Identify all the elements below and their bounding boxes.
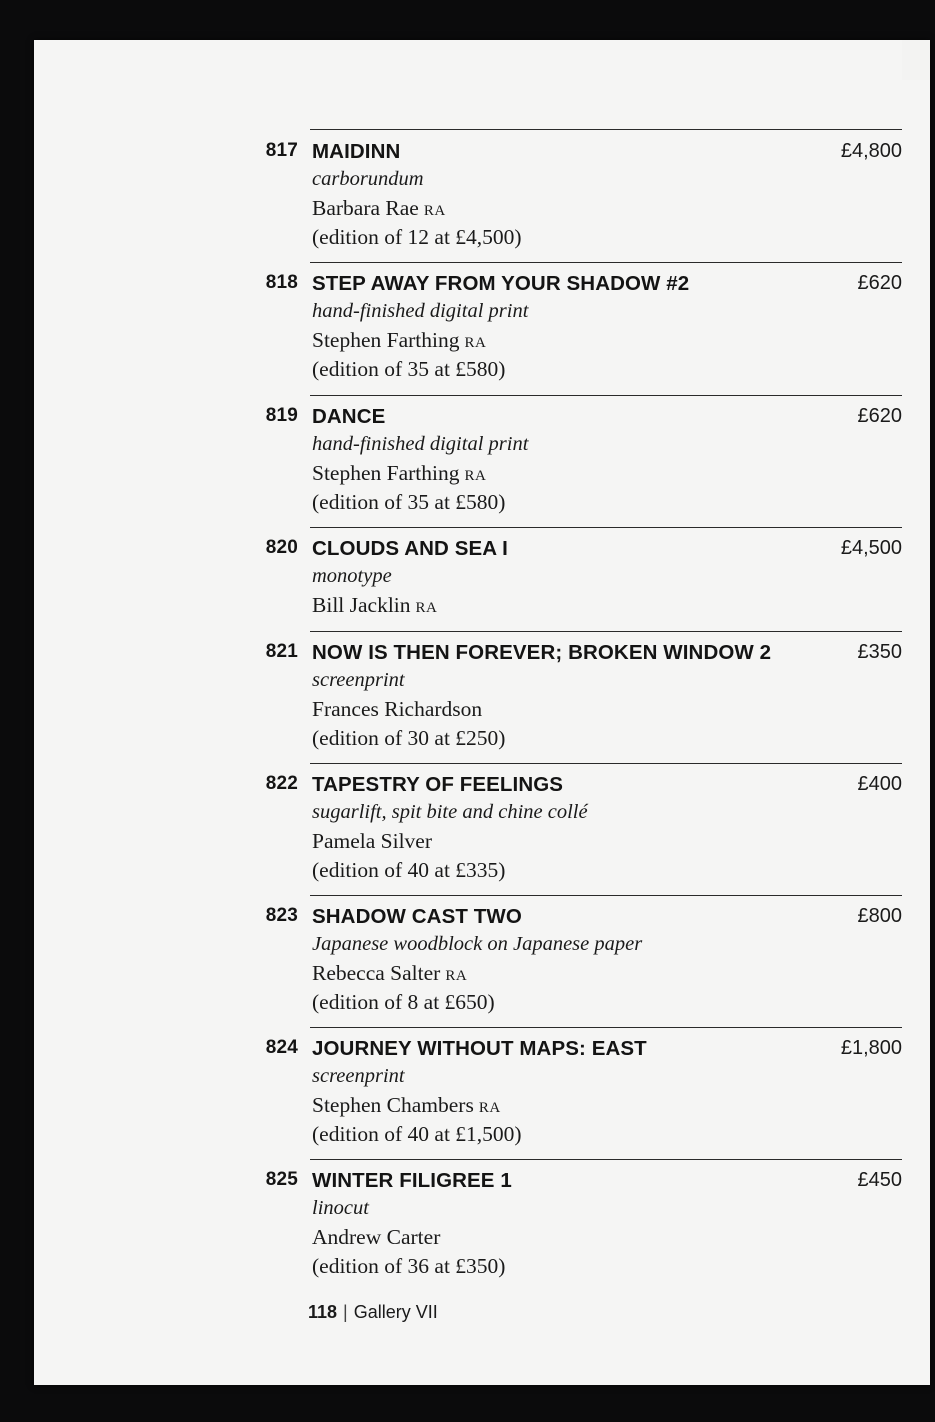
artist-name: Stephen Chambers bbox=[312, 1093, 474, 1117]
entry-divider bbox=[310, 129, 902, 130]
edition-info: (edition of 40 at £335) bbox=[312, 858, 506, 882]
price: £450 bbox=[857, 1169, 902, 1191]
medium: hand-finished digital print bbox=[312, 300, 529, 322]
artist-name: Barbara Rae bbox=[312, 196, 419, 220]
artist-name: Stephen Farthing bbox=[312, 328, 460, 352]
entry-divider bbox=[310, 395, 902, 396]
edition-info: (edition of 12 at £4,500) bbox=[312, 225, 522, 249]
artist-line bbox=[312, 961, 467, 986]
price: £800 bbox=[857, 905, 902, 927]
artist-line bbox=[312, 328, 486, 353]
artist-name: Pamela Silver bbox=[312, 829, 433, 853]
work-title: MAIDINN bbox=[312, 140, 401, 163]
artist-name: Bill Jacklin bbox=[312, 593, 411, 617]
artist-name: Rebecca Salter bbox=[312, 961, 441, 985]
lot-number: 817 bbox=[265, 140, 298, 161]
entry-divider bbox=[310, 895, 902, 896]
lot-number: 821 bbox=[265, 641, 298, 662]
work-title: CLOUDS AND SEA I bbox=[312, 537, 508, 560]
page-footer bbox=[308, 1302, 438, 1323]
entry-divider bbox=[310, 763, 902, 764]
medium: linocut bbox=[312, 1197, 369, 1219]
entry-divider bbox=[310, 1159, 902, 1160]
edition-info: (edition of 36 at £350) bbox=[312, 1254, 506, 1278]
lot-number: 824 bbox=[265, 1037, 298, 1058]
entry-divider bbox=[310, 631, 902, 632]
medium: hand-finished digital print bbox=[312, 433, 529, 455]
ra-suffix: RA bbox=[464, 335, 487, 351]
artist-line bbox=[312, 196, 446, 221]
work-title: SHADOW CAST TWO bbox=[312, 905, 522, 928]
price: £4,800 bbox=[840, 140, 902, 162]
artist-line bbox=[312, 593, 437, 618]
work-title: STEP AWAY FROM YOUR SHADOW #2 bbox=[312, 272, 690, 295]
price: £1,800 bbox=[840, 1037, 902, 1059]
artist-line bbox=[312, 829, 432, 854]
medium: sugarlift, spit bite and chine collé bbox=[312, 801, 588, 823]
price: £400 bbox=[857, 773, 902, 795]
entry-divider bbox=[310, 1027, 902, 1028]
medium: Japanese woodblock on Japanese paper bbox=[312, 933, 643, 955]
work-title: TAPESTRY OF FEELINGS bbox=[312, 773, 564, 796]
ra-suffix: RA bbox=[423, 203, 446, 219]
artist-line bbox=[312, 1093, 501, 1118]
medium: screenprint bbox=[312, 669, 405, 691]
ra-suffix: RA bbox=[415, 600, 438, 616]
medium: carborundum bbox=[312, 168, 424, 190]
section-name: Gallery VII bbox=[353, 1302, 438, 1322]
lot-number: 819 bbox=[265, 405, 298, 426]
footer-separator: | bbox=[343, 1302, 348, 1322]
lot-number: 820 bbox=[265, 537, 298, 558]
price: £620 bbox=[857, 272, 902, 294]
lot-number: 825 bbox=[265, 1169, 298, 1190]
work-title: WINTER FILIGREE 1 bbox=[312, 1169, 512, 1192]
edition-info: (edition of 35 at £580) bbox=[312, 357, 506, 381]
price: £4,500 bbox=[840, 537, 902, 559]
work-title: JOURNEY WITHOUT MAPS: EAST bbox=[312, 1037, 647, 1060]
artist-name: Stephen Farthing bbox=[312, 461, 460, 485]
entry-divider bbox=[310, 527, 902, 528]
artist-name: Andrew Carter bbox=[312, 1225, 441, 1249]
medium: monotype bbox=[312, 565, 392, 587]
page-corner bbox=[902, 40, 930, 80]
price: £350 bbox=[857, 641, 902, 663]
edition-info: (edition of 8 at £650) bbox=[312, 990, 495, 1014]
artist-name: Frances Richardson bbox=[312, 697, 483, 721]
ra-suffix: RA bbox=[478, 1100, 501, 1116]
artist-line bbox=[312, 1225, 440, 1250]
work-title: NOW IS THEN FOREVER; BROKEN WINDOW 2 bbox=[312, 641, 772, 664]
catalogue-page bbox=[34, 40, 930, 1385]
ra-suffix: RA bbox=[445, 968, 468, 984]
artist-line bbox=[312, 461, 486, 486]
edition-info: (edition of 35 at £580) bbox=[312, 490, 506, 514]
edition-info: (edition of 30 at £250) bbox=[312, 726, 506, 750]
price: £620 bbox=[857, 405, 902, 427]
lot-number: 822 bbox=[265, 773, 298, 794]
ra-suffix: RA bbox=[464, 468, 487, 484]
entry-divider bbox=[310, 262, 902, 263]
lot-number: 823 bbox=[265, 905, 298, 926]
work-title: DANCE bbox=[312, 405, 386, 428]
lot-number: 818 bbox=[265, 272, 298, 293]
artist-line bbox=[312, 697, 482, 722]
edition-info: (edition of 40 at £1,500) bbox=[312, 1122, 522, 1146]
page-number: 118 bbox=[308, 1302, 338, 1322]
medium: screenprint bbox=[312, 1065, 405, 1087]
